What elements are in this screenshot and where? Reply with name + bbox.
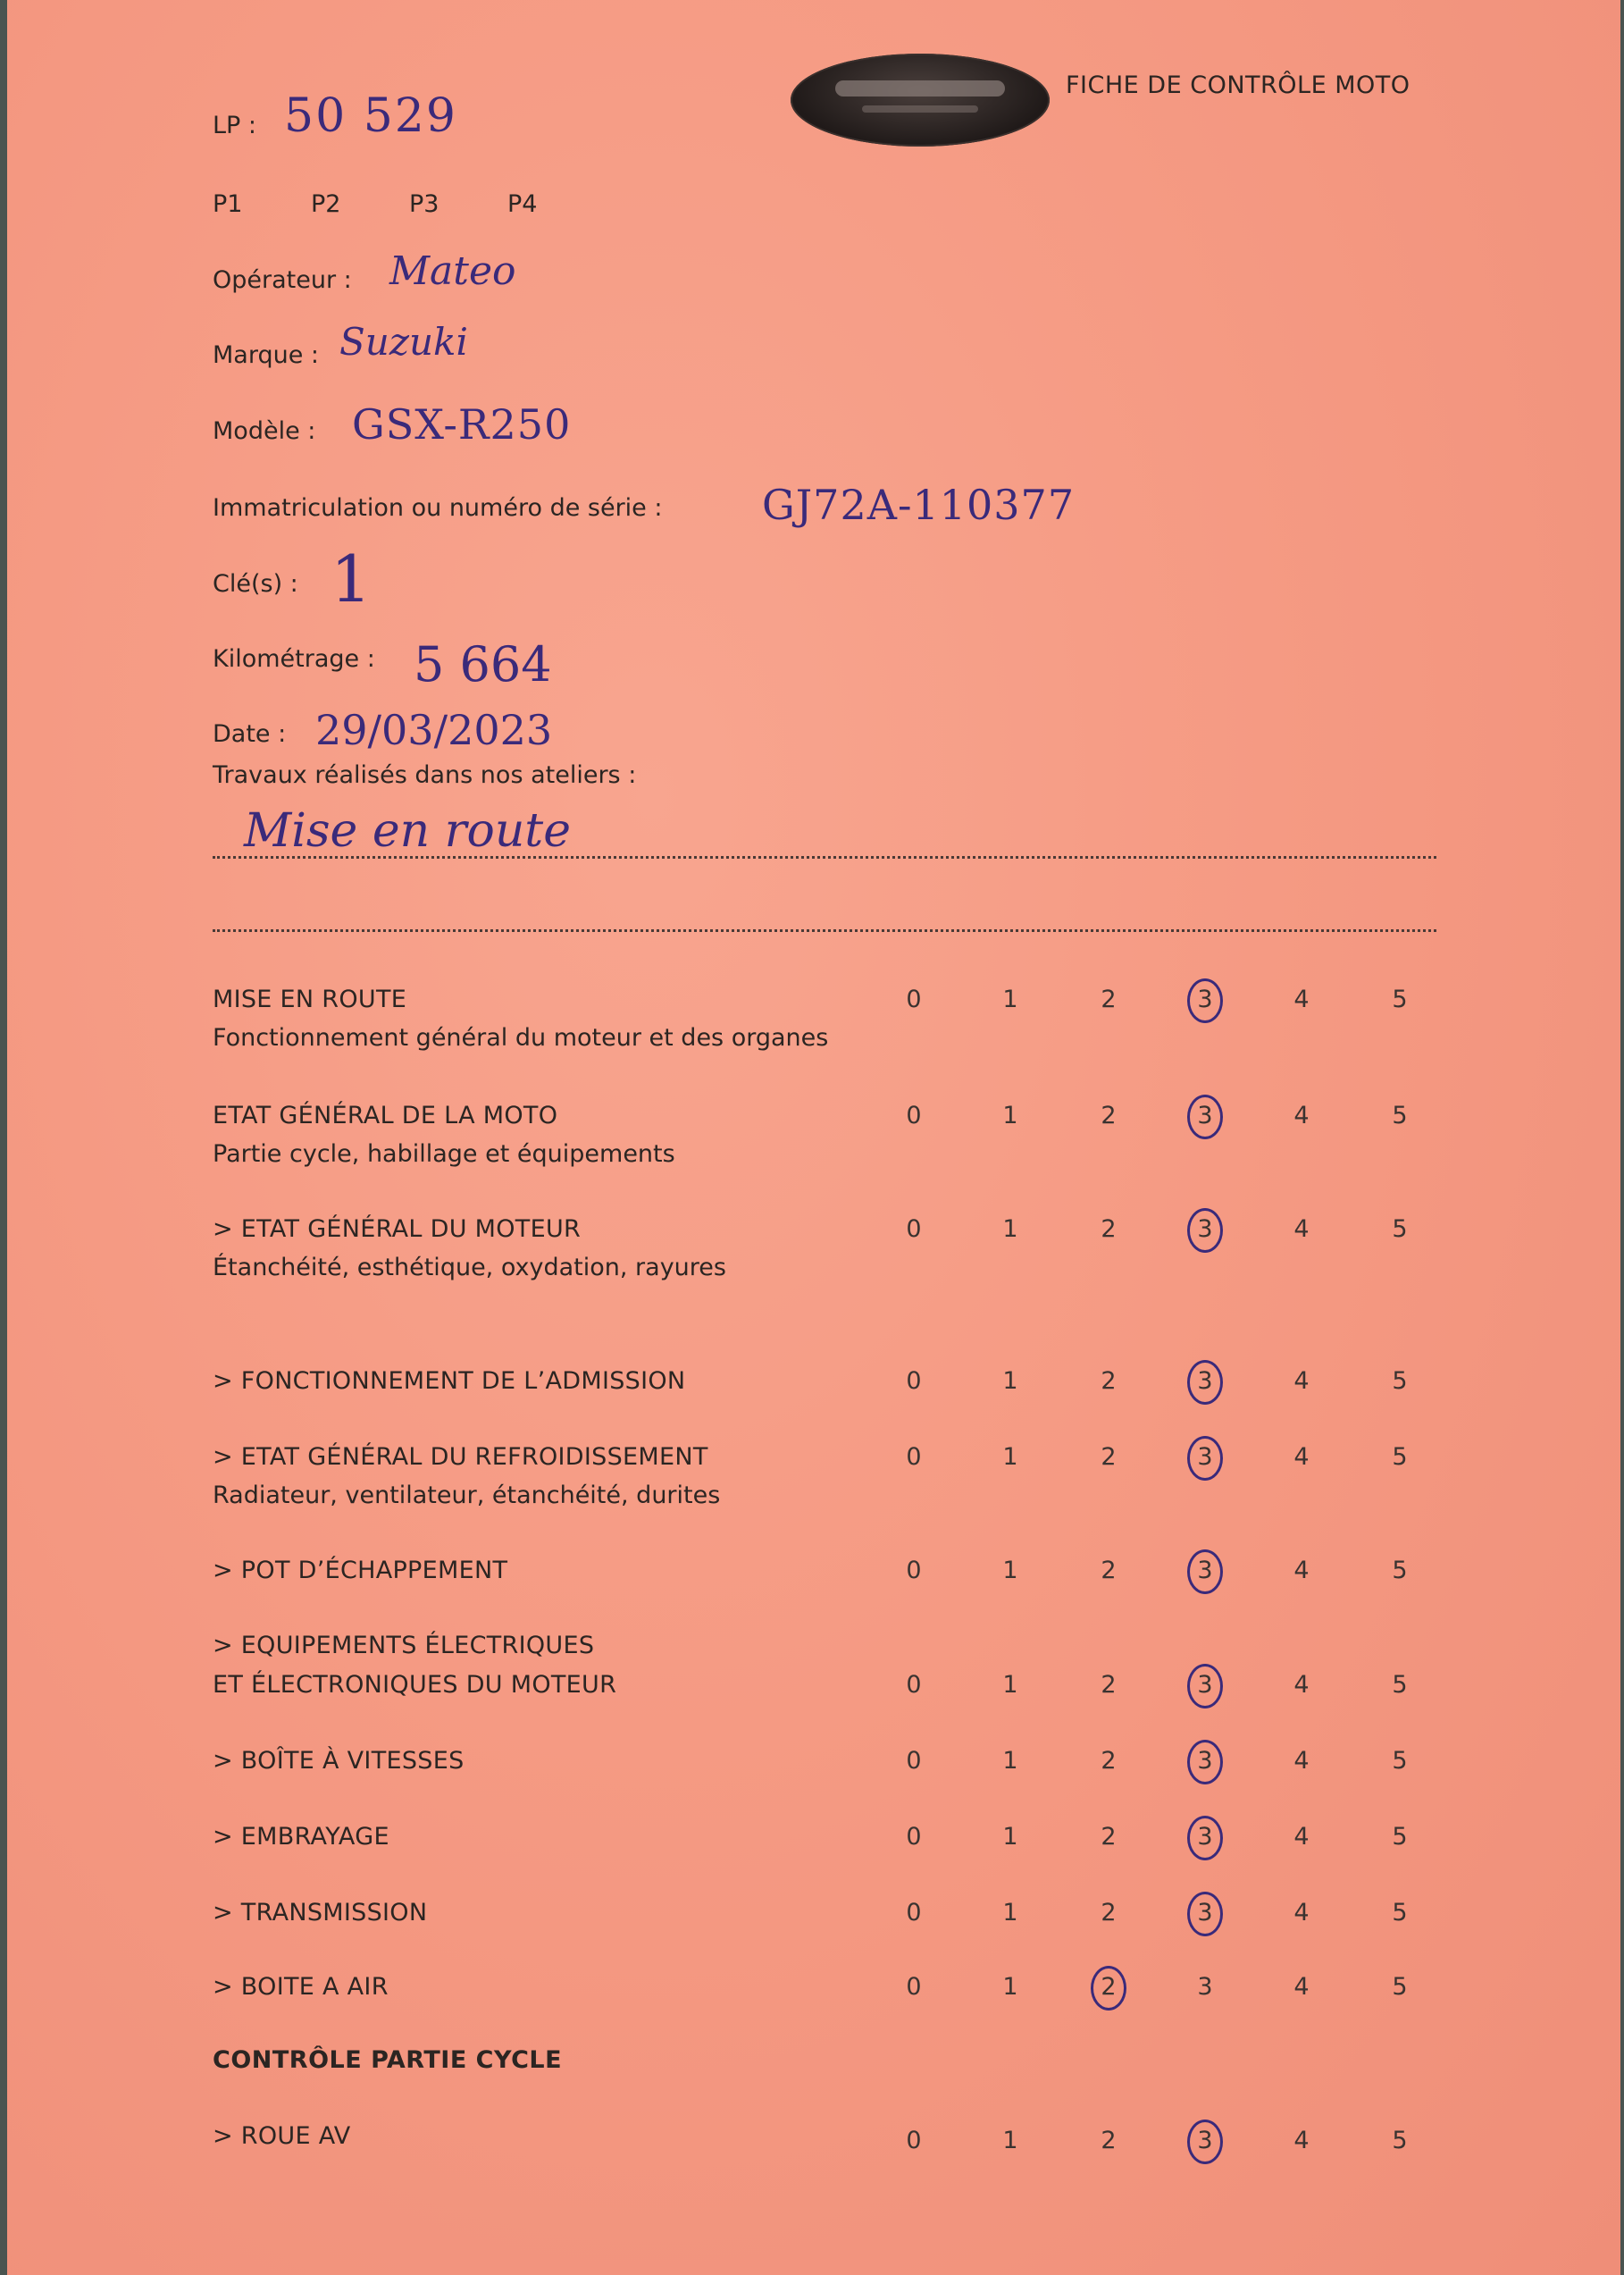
check-row-0-score-4[interactable]: 4 [1293, 986, 1310, 1013]
cycle-row-0-score-0[interactable]: 0 [906, 2127, 922, 2154]
keys-label: Clé(s) : [213, 570, 298, 598]
section-title-cycle: CONTRÔLE PARTIE CYCLE [213, 2046, 563, 2074]
check-row-4-score-2[interactable]: 2 [1101, 1443, 1117, 1471]
check-row-9-score-3[interactable]: 3 [1197, 1899, 1213, 1927]
mileage-label: Kilométrage : [213, 645, 375, 673]
check-row-1-score-3[interactable]: 3 [1197, 1102, 1213, 1129]
check-row-3-score-4[interactable]: 4 [1293, 1367, 1310, 1395]
check-row-6-score-0[interactable]: 0 [906, 1671, 922, 1699]
registration-label: Immatriculation ou numéro de série : [213, 494, 663, 522]
check-row-8-score-4[interactable]: 4 [1293, 1823, 1310, 1851]
check-row-10-score-2[interactable]: 2 [1101, 1973, 1117, 2001]
position-p4: P4 [507, 190, 538, 218]
check-row-2-score-5[interactable]: 5 [1392, 1215, 1408, 1243]
check-row-5-score-5[interactable]: 5 [1392, 1557, 1408, 1584]
check-row-8-selected-circle [1187, 1816, 1223, 1860]
check-row-9-score-1[interactable]: 1 [1002, 1899, 1018, 1927]
check-row-7-score-5[interactable]: 5 [1392, 1747, 1408, 1775]
check-row-10-selected-circle [1091, 1966, 1126, 2011]
check-row-7-score-4[interactable]: 4 [1293, 1747, 1310, 1775]
check-row-4-subtitle: Radiateur, ventilateur, étanchéité, durites [213, 1482, 721, 1509]
mileage-value: 5 664 [414, 636, 552, 693]
check-row-8-score-0[interactable]: 0 [906, 1823, 922, 1851]
check-row-8-score-1[interactable]: 1 [1002, 1823, 1018, 1851]
check-row-7-selected-circle [1187, 1740, 1223, 1784]
check-row-6-score-3[interactable]: 3 [1197, 1671, 1213, 1699]
check-row-8-score-3[interactable]: 3 [1197, 1823, 1213, 1851]
check-row-2-score-2[interactable]: 2 [1101, 1215, 1117, 1243]
check-row-7-score-3[interactable]: 3 [1197, 1747, 1213, 1775]
check-row-8-score-2[interactable]: 2 [1101, 1823, 1117, 1851]
check-row-6-score-5[interactable]: 5 [1392, 1671, 1408, 1699]
check-row-2-subtitle: Étanchéité, esthétique, oxydation, rayures [213, 1254, 726, 1281]
check-row-0-score-2[interactable]: 2 [1101, 986, 1117, 1013]
check-row-6-title: > EQUIPEMENTS ÉLECTRIQUES [213, 1632, 595, 1659]
check-row-4-score-1[interactable]: 1 [1002, 1443, 1018, 1471]
registration-value: GJ72A-110377 [762, 481, 1076, 529]
check-row-10-score-4[interactable]: 4 [1293, 1973, 1310, 2001]
check-row-10-score-1[interactable]: 1 [1002, 1973, 1018, 2001]
check-row-7-score-0[interactable]: 0 [906, 1747, 922, 1775]
check-row-7-title: > BOÎTE À VITESSES [213, 1747, 465, 1775]
check-row-5-title: > POT D’ÉCHAPPEMENT [213, 1557, 508, 1584]
works-label: Travaux réalisés dans nos ateliers : [213, 761, 637, 789]
lp-value: 50 529 [284, 89, 457, 143]
check-row-6-score-1[interactable]: 1 [1002, 1671, 1018, 1699]
check-row-9-score-2[interactable]: 2 [1101, 1899, 1117, 1927]
cycle-row-0-score-2[interactable]: 2 [1101, 2127, 1117, 2154]
check-row-6-title-line2: ET ÉLECTRONIQUES DU MOTEUR [213, 1671, 617, 1699]
check-row-1-score-4[interactable]: 4 [1293, 1102, 1310, 1129]
cycle-row-0-score-5[interactable]: 5 [1392, 2127, 1408, 2154]
check-row-5-score-1[interactable]: 1 [1002, 1557, 1018, 1584]
check-row-5-selected-circle [1187, 1549, 1223, 1594]
check-row-6-score-4[interactable]: 4 [1293, 1671, 1310, 1699]
check-row-0-score-1[interactable]: 1 [1002, 986, 1018, 1013]
check-row-0-score-3[interactable]: 3 [1197, 986, 1213, 1013]
keys-value: 1 [331, 541, 372, 617]
check-row-2-score-3[interactable]: 3 [1197, 1215, 1213, 1243]
check-row-1-subtitle: Partie cycle, habillage et équipements [213, 1140, 675, 1168]
check-row-1-title: ETAT GÉNÉRAL DE LA MOTO [213, 1102, 558, 1129]
check-row-5-score-3[interactable]: 3 [1197, 1557, 1213, 1584]
watermark [1267, 2086, 1436, 2140]
check-row-2-selected-circle [1187, 1208, 1223, 1253]
cycle-row-0-title: > ROUE AV [213, 2122, 351, 2150]
position-p2: P2 [311, 190, 341, 218]
check-row-3-title: > FONCTIONNEMENT DE L’ADMISSION [213, 1367, 686, 1395]
check-row-5-score-4[interactable]: 4 [1293, 1557, 1310, 1584]
cycle-row-0-score-4[interactable]: 4 [1293, 2127, 1310, 2154]
position-p3: P3 [409, 190, 439, 218]
check-row-5-score-2[interactable]: 2 [1101, 1557, 1117, 1584]
cycle-row-0-selected-circle [1187, 2120, 1223, 2164]
check-row-6-selected-circle [1187, 1664, 1223, 1708]
check-row-8-score-5[interactable]: 5 [1392, 1823, 1408, 1851]
check-row-4-score-3[interactable]: 3 [1197, 1443, 1213, 1471]
check-row-4-title: > ETAT GÉNÉRAL DU REFROIDISSEMENT [213, 1443, 708, 1471]
check-row-9-score-5[interactable]: 5 [1392, 1899, 1408, 1927]
position-p1: P1 [213, 190, 243, 218]
cycle-row-0-score-1[interactable]: 1 [1002, 2127, 1018, 2154]
operator-value: Mateo [389, 248, 516, 294]
check-row-3-score-3[interactable]: 3 [1197, 1367, 1213, 1395]
check-row-1-selected-circle [1187, 1095, 1223, 1139]
check-row-7-score-1[interactable]: 1 [1002, 1747, 1018, 1775]
date-value: 29/03/2023 [315, 706, 553, 754]
brand-value: Suzuki [339, 320, 468, 364]
check-row-2-title: > ETAT GÉNÉRAL DU MOTEUR [213, 1215, 582, 1243]
check-row-10-score-5[interactable]: 5 [1392, 1973, 1408, 2001]
operator-label: Opérateur : [213, 266, 352, 294]
check-row-0-title: MISE EN ROUTE [213, 986, 407, 1013]
company-logo [791, 54, 1050, 147]
works-dotted-line-2 [213, 929, 1436, 932]
check-row-9-score-0[interactable]: 0 [906, 1899, 922, 1927]
check-row-3-score-1[interactable]: 1 [1002, 1367, 1018, 1395]
form-title: FICHE DE CONTRÔLE MOTO [1066, 71, 1411, 99]
check-row-5-score-0[interactable]: 0 [906, 1557, 922, 1584]
check-row-1-score-2[interactable]: 2 [1101, 1102, 1117, 1129]
control-sheet [7, 0, 1620, 2275]
check-row-9-selected-circle [1187, 1892, 1223, 1936]
check-row-1-score-1[interactable]: 1 [1002, 1102, 1018, 1129]
check-row-4-score-4[interactable]: 4 [1293, 1443, 1310, 1471]
model-label: Modèle : [213, 417, 316, 445]
check-row-10-score-0[interactable]: 0 [906, 1973, 922, 2001]
check-row-3-selected-circle [1187, 1360, 1223, 1405]
check-row-0-score-0[interactable]: 0 [906, 986, 922, 1013]
check-row-8-title: > EMBRAYAGE [213, 1823, 389, 1851]
check-row-2-score-1[interactable]: 1 [1002, 1215, 1018, 1243]
check-row-3-score-0[interactable]: 0 [906, 1367, 922, 1395]
check-row-3-score-5[interactable]: 5 [1392, 1367, 1408, 1395]
check-row-7-score-2[interactable]: 2 [1101, 1747, 1117, 1775]
check-row-0-score-5[interactable]: 5 [1392, 986, 1408, 1013]
check-row-4-score-5[interactable]: 5 [1392, 1443, 1408, 1471]
check-row-4-selected-circle [1187, 1436, 1223, 1481]
check-row-1-score-0[interactable]: 0 [906, 1102, 922, 1129]
date-label: Date : [213, 720, 287, 748]
works-dotted-line-1 [213, 856, 1436, 859]
lp-label: LP : [213, 112, 257, 139]
check-row-0-subtitle: Fonctionnement général du moteur et des organes [213, 1024, 829, 1052]
check-row-4-score-0[interactable]: 0 [906, 1443, 922, 1471]
check-row-9-score-4[interactable]: 4 [1293, 1899, 1310, 1927]
check-row-9-title: > TRANSMISSION [213, 1899, 428, 1927]
check-row-10-title: > BOITE A AIR [213, 1973, 389, 2001]
check-row-6-score-2[interactable]: 2 [1101, 1671, 1117, 1699]
check-row-2-score-4[interactable]: 4 [1293, 1215, 1310, 1243]
check-row-3-score-2[interactable]: 2 [1101, 1367, 1117, 1395]
check-row-1-score-5[interactable]: 5 [1392, 1102, 1408, 1129]
brand-label: Marque : [213, 341, 320, 369]
model-value: GSX-R250 [352, 400, 572, 449]
cycle-row-0-score-3[interactable]: 3 [1197, 2127, 1213, 2154]
works-value: Mise en route [244, 804, 571, 858]
check-row-10-score-3[interactable]: 3 [1197, 1973, 1213, 2001]
check-row-2-score-0[interactable]: 0 [906, 1215, 922, 1243]
check-row-0-selected-circle [1187, 978, 1223, 1023]
